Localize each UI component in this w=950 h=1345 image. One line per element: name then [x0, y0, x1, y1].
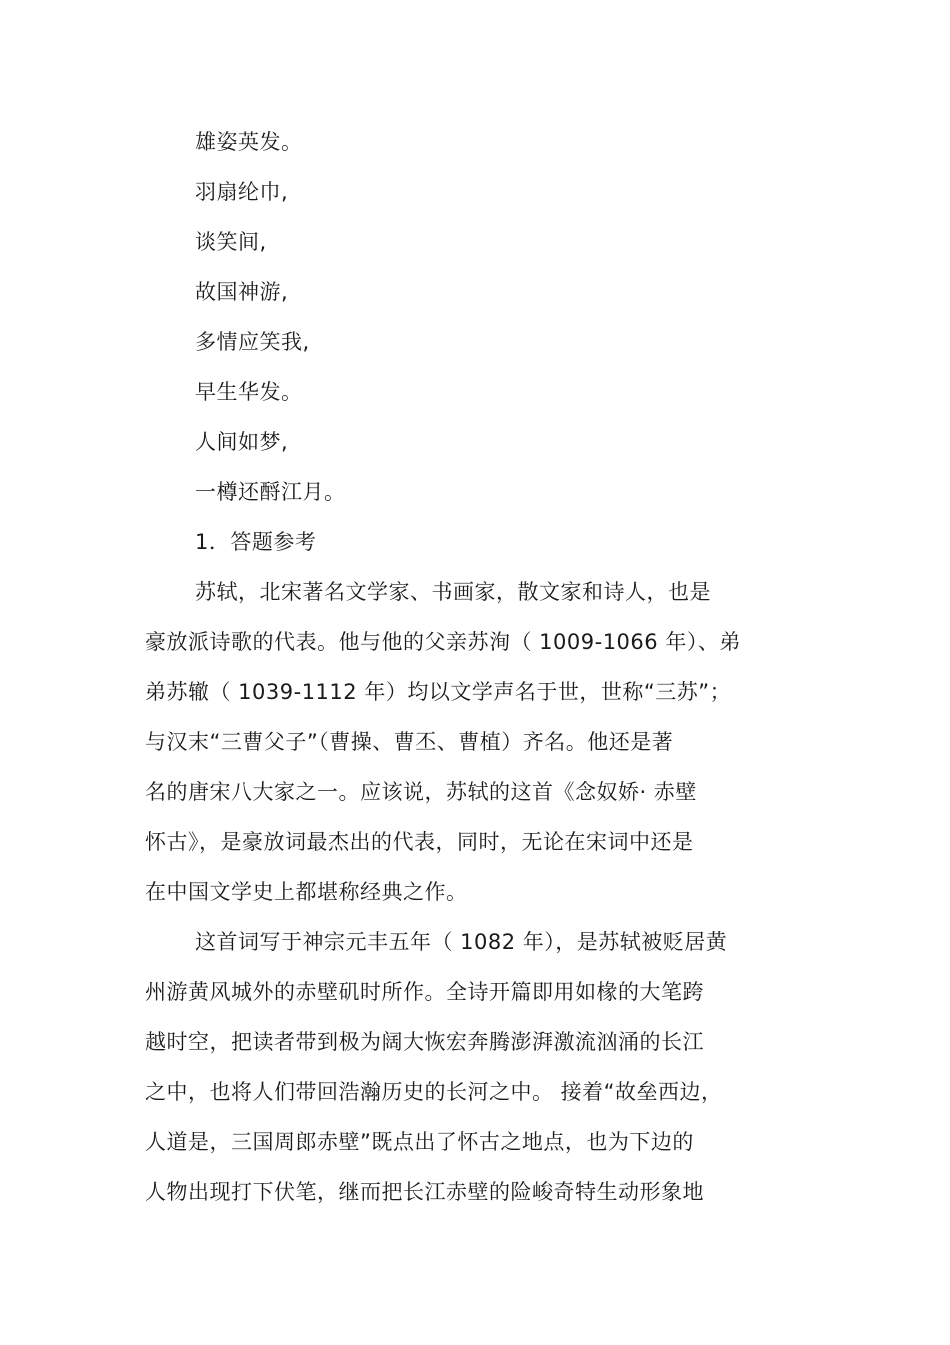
poem-line: 一樽还酹江月。 — [195, 480, 346, 504]
poem-line: 人间如梦, — [195, 430, 289, 454]
paragraph-line: 弟苏辙（ 1039-1112 年）均以文学声名于世，世称“三苏”； — [145, 680, 732, 704]
poem-line: 故国神游, — [195, 280, 289, 304]
poem-line: 羽扇纶巾, — [195, 180, 289, 204]
poem-line: 多情应笑我, — [195, 330, 310, 354]
paragraph-line: 怀古》，是豪放词最杰出的代表，同时，无论在宋词中还是 — [145, 830, 694, 854]
paragraph-line: 越时空，把读者带到极为阔大恢宏奔腾澎湃激流汹涌的长江 — [145, 1030, 704, 1054]
paragraph-line: 与汉末“三曹父子”（曹操、曹丕、曹植）齐名。他还是著 — [145, 730, 674, 754]
paragraph-line: 人物出现打下伏笔，继而把长江赤壁的险峻奇特生动形象地 — [145, 1180, 704, 1204]
poem-line: 早生华发。 — [195, 380, 303, 404]
poem-line: 雄姿英发。 — [195, 130, 303, 154]
paragraph-line: 人道是，三国周郎赤壁”既点出了怀古之地点，也为下边的 — [145, 1130, 694, 1154]
paragraph-line: 州游黄风城外的赤壁矶时所作。全诗开篇即用如椽的大笔跨 — [145, 980, 704, 1004]
paragraph-line: 之中，也将人们带回浩瀚历史的长河之中。 接着“故垒西边， — [145, 1080, 723, 1104]
section-heading: 1．答题参考 — [195, 530, 317, 554]
paragraph-line: 苏轼，北宋著名文学家、书画家，散文家和诗人，也是 — [195, 580, 711, 604]
paragraph-line: 这首词写于神宗元丰五年（ 1082 年），是苏轼被贬居黄 — [195, 930, 728, 954]
paragraph-line: 豪放派诗歌的代表。他与他的父亲苏洵（ 1009-1066 年）、弟 — [145, 630, 741, 654]
poem-line: 谈笑间, — [195, 230, 267, 254]
paragraph-line: 名的唐宋八大家之一。应该说，苏轼的这首《念奴娇· 赤壁 — [145, 780, 697, 804]
paragraph-line: 在中国文学史上都堪称经典之作。 — [145, 880, 468, 904]
